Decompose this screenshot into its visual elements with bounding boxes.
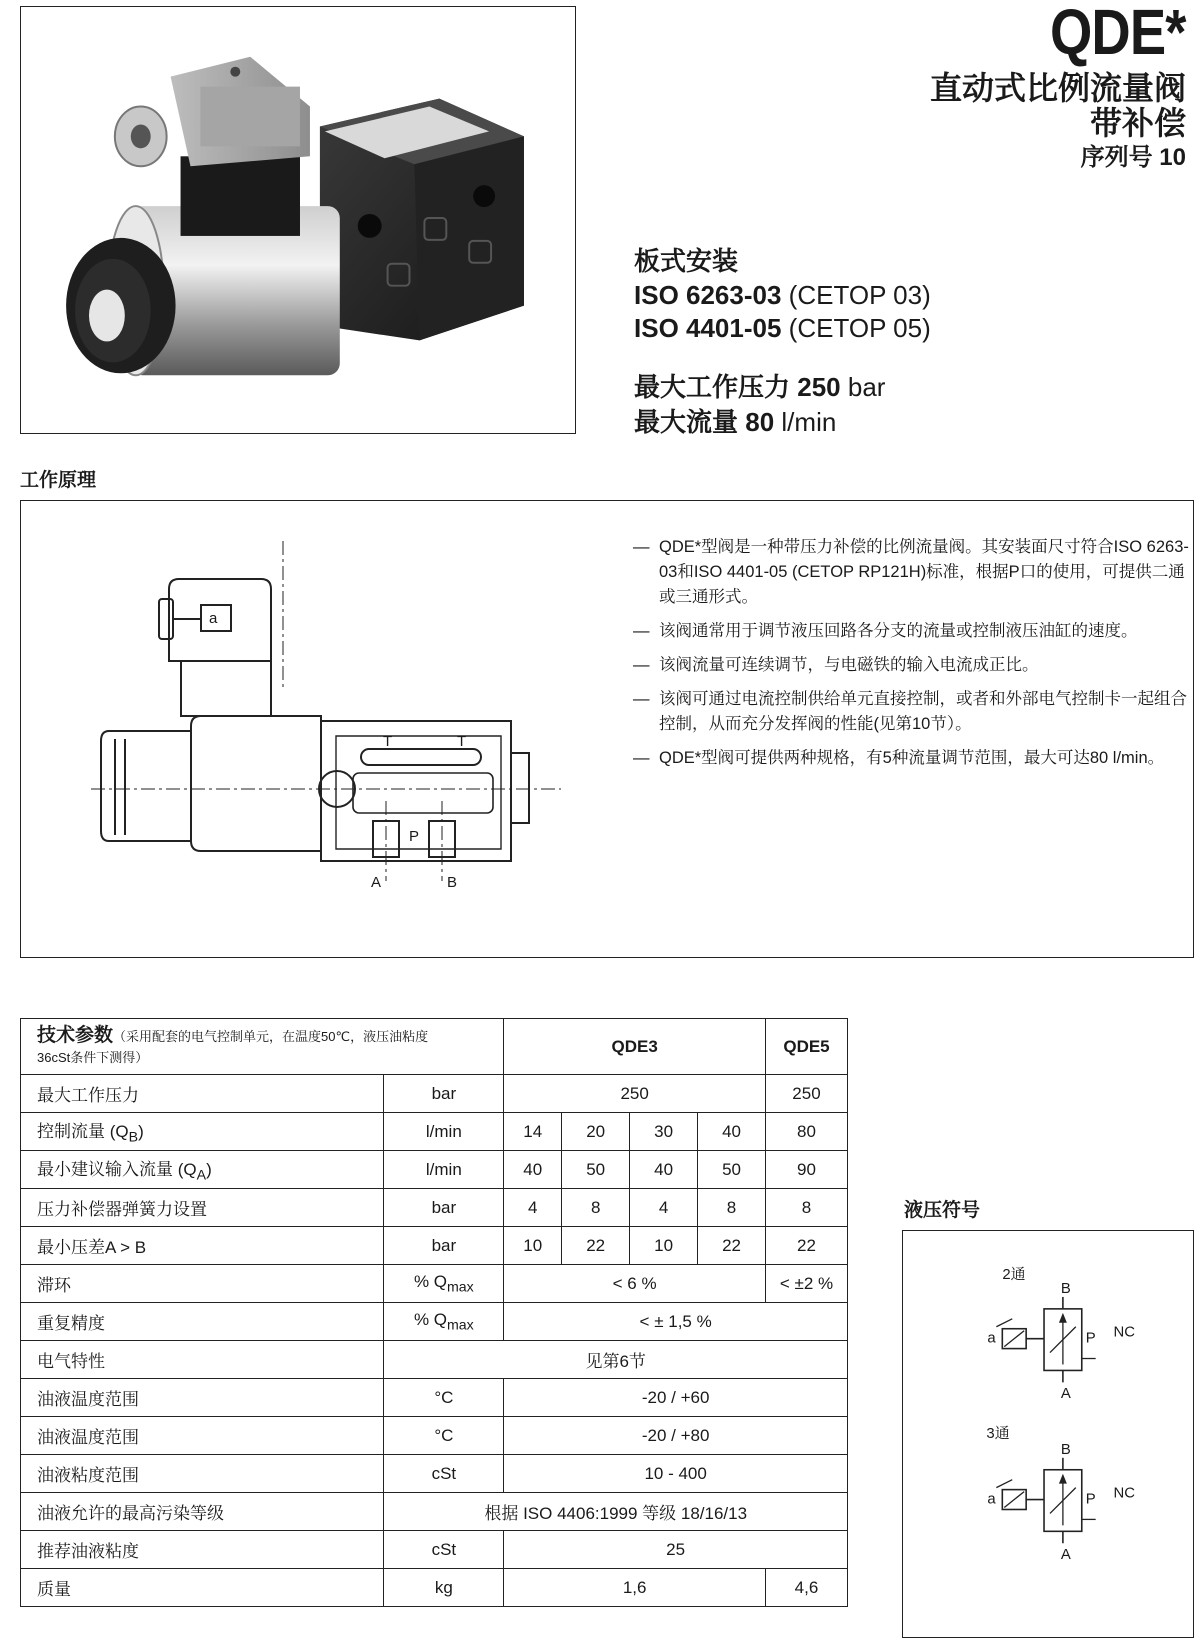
row-value: 8	[698, 1189, 766, 1227]
bullet-dash: —	[633, 538, 650, 556]
row-label-sub: A	[196, 1167, 207, 1184]
two-way-symbol	[987, 1266, 1135, 1402]
bullet-dash: —	[633, 622, 650, 640]
row-value: 50	[562, 1151, 630, 1189]
bullet-item	[633, 535, 1193, 610]
principle-title: 工作原理	[20, 470, 97, 491]
model-code: QDE*	[1050, 0, 1186, 68]
row-unit: °C	[384, 1379, 504, 1417]
mounting-text: 板式安装	[634, 246, 739, 276]
row-value: < ± 1,5 %	[504, 1303, 848, 1341]
table-row	[21, 1189, 848, 1227]
hydraulic-symbol-box	[902, 1230, 1194, 1638]
row-value: 22	[765, 1227, 847, 1265]
row-value-qde3: 250	[504, 1075, 766, 1113]
row-unit: l/min	[384, 1151, 504, 1189]
row-label: 油液粘度范围	[21, 1455, 384, 1493]
bullet-item	[633, 619, 1193, 644]
row-unit: bar	[384, 1227, 504, 1265]
row-value: -20 / +80	[504, 1417, 848, 1455]
diagram-label-p: P	[409, 828, 420, 845]
row-label: 重复精度	[21, 1303, 384, 1341]
table-row	[21, 1075, 848, 1113]
row-value-qde5: 250	[765, 1075, 847, 1113]
row-value: 8	[562, 1189, 630, 1227]
bullet-text: 该阀通常用于调节液压回路各分支的流量或控制液压油缸的速度。	[659, 622, 1138, 640]
two-way-label: 2通	[1002, 1267, 1026, 1284]
row-label-end: )	[138, 1122, 144, 1142]
row-unit: l/min	[384, 1113, 504, 1151]
diagram-label-port-a: A	[371, 874, 382, 891]
three-way-nc: NC	[1113, 1485, 1136, 1502]
row-value: 80	[765, 1113, 847, 1151]
col-header-qde5: QDE5	[765, 1019, 847, 1075]
diagram-label-t1: T	[383, 733, 393, 750]
symbol-title: 液压符号	[904, 1200, 981, 1221]
diagram-label-a: a	[209, 610, 218, 627]
valve-section-diagram	[91, 541, 611, 891]
row-label-sub: B	[128, 1129, 139, 1146]
row-label: 油液允许的最高污染等级	[21, 1493, 384, 1531]
row-label-end: )	[206, 1160, 212, 1180]
row-unit: °C	[384, 1417, 504, 1455]
row-value: 14	[504, 1113, 562, 1151]
max-flow	[634, 409, 836, 435]
row-value: 40	[504, 1151, 562, 1189]
product-subtitle-2: 带补偿	[1089, 105, 1186, 141]
series-value: 10	[1159, 144, 1186, 171]
row-value: 根据 ISO 4406:1999 等级 18/16/13	[384, 1493, 848, 1531]
two-way-port-a: A	[1060, 1386, 1071, 1403]
table-row	[21, 1569, 848, 1607]
three-way-symbol	[986, 1425, 1135, 1563]
table-row	[21, 1341, 848, 1379]
principle-box	[20, 500, 1194, 958]
table-row	[21, 1113, 848, 1151]
three-way-port-a: A	[1060, 1547, 1071, 1564]
bullet-text: QDE*型阀可提供两种规格，有5种流量调节范围，最大可达80 l/min。	[659, 749, 1165, 767]
iso-line-1	[634, 282, 931, 308]
row-value-qde5: 4,6	[765, 1569, 847, 1607]
bullet-text: 该阀流量可连续调节，与电磁铁的输入电流成正比。	[659, 656, 1039, 674]
two-way-nc: NC	[1113, 1324, 1136, 1341]
bullet-dash: —	[633, 749, 650, 767]
row-value: 20	[562, 1113, 630, 1151]
row-value: 40	[698, 1113, 766, 1151]
row-unit-text: % Q	[413, 1271, 447, 1291]
row-value: 40	[630, 1151, 698, 1189]
row-label: 推荐油液粘度	[21, 1531, 384, 1569]
principle-bullets	[633, 535, 1193, 780]
bullet-dash: —	[633, 656, 650, 674]
row-unit: cSt	[384, 1455, 504, 1493]
table-row	[21, 1265, 848, 1303]
iso-note-2: (CETOP 05)	[788, 313, 931, 343]
row-label: 油液温度范围	[21, 1379, 384, 1417]
max-flow-unit: l/min	[781, 407, 837, 437]
row-value: 22	[698, 1227, 766, 1265]
row-label-text: 最小建议输入流量 (Q	[37, 1160, 197, 1180]
row-unit-sub: max	[447, 1279, 474, 1296]
row-unit: cSt	[384, 1531, 504, 1569]
bullet-dash: —	[633, 690, 650, 708]
iso-note-1: (CETOP 03)	[788, 280, 931, 310]
max-pressure	[634, 374, 885, 400]
row-label: 压力补偿器弹簧力设置	[21, 1189, 384, 1227]
row-value: 8	[765, 1189, 847, 1227]
hydraulic-symbol-diagram	[903, 1231, 1193, 1637]
row-label: 油液温度范围	[21, 1417, 384, 1455]
table-title: 技术参数	[37, 1024, 114, 1046]
row-value: 50	[698, 1151, 766, 1189]
row-unit	[384, 1265, 504, 1303]
row-unit-text: % Q	[413, 1309, 447, 1329]
row-unit-sub: max	[447, 1317, 474, 1334]
iso-line-2	[634, 315, 931, 341]
row-value: 30	[630, 1113, 698, 1151]
table-header-row	[21, 1019, 848, 1075]
table-row	[21, 1227, 848, 1265]
row-label: 最大工作压力	[21, 1075, 384, 1113]
two-way-port-a-control: a	[987, 1330, 996, 1347]
three-way-port-p: P	[1085, 1491, 1096, 1508]
table-row	[21, 1455, 848, 1493]
diagram-label-t2: T	[457, 733, 467, 750]
max-flow-label: 最大流量	[634, 407, 739, 437]
row-value: 10	[504, 1227, 562, 1265]
mounting-label	[634, 248, 738, 274]
three-way-label: 3通	[986, 1425, 1010, 1442]
max-flow-value: 80	[745, 407, 775, 437]
table-row	[21, 1531, 848, 1569]
row-value: -20 / +60	[504, 1379, 848, 1417]
row-label	[21, 1113, 384, 1151]
max-pressure-value: 250	[797, 372, 841, 402]
product-photo	[20, 6, 576, 434]
row-value: 4	[630, 1189, 698, 1227]
row-value-qde3: < 6 %	[504, 1265, 766, 1303]
table-row	[21, 1303, 848, 1341]
table-note-2: 36cSt条件下测得）	[37, 1049, 149, 1065]
three-way-port-b: B	[1060, 1441, 1071, 1458]
row-label: 滞环	[21, 1265, 384, 1303]
diagram-label-port-b: B	[447, 874, 458, 891]
row-label: 最小压差A > B	[21, 1227, 384, 1265]
row-label: 电气特性	[21, 1341, 384, 1379]
valve-photo-illustration	[21, 7, 575, 433]
table-row	[21, 1379, 848, 1417]
series-number	[1081, 146, 1186, 170]
iso-code-1: ISO 6263-03	[634, 280, 782, 310]
bullet-item	[633, 746, 1193, 771]
row-label	[21, 1151, 384, 1189]
row-unit	[384, 1303, 504, 1341]
tech-spec-table	[20, 1018, 848, 1607]
table-row	[21, 1493, 848, 1531]
table-row	[21, 1417, 848, 1455]
table-title-cell	[21, 1019, 504, 1075]
bullet-text: 该阀可通过电流控制供给单元直接控制，或者和外部电气控制卡一起组合控制，从而充分发挥阀的性能(见第10节）。	[659, 690, 1187, 733]
row-value: 4	[504, 1189, 562, 1227]
table-note-1: （采用配套的电气控制单元，在温度50℃，液压油粘度	[113, 1028, 429, 1044]
max-pressure-label: 最大工作压力	[634, 372, 791, 402]
two-way-port-b: B	[1060, 1280, 1071, 1297]
series-label: 序列号	[1080, 144, 1153, 171]
row-value: 见第6节	[384, 1341, 848, 1379]
max-pressure-unit: bar	[847, 372, 886, 402]
row-value: 22	[562, 1227, 630, 1265]
iso-code-2: ISO 4401-05	[634, 313, 782, 343]
bullet-item	[633, 687, 1193, 737]
product-subtitle: 直动式比例流量阀	[929, 70, 1186, 106]
table-row	[21, 1151, 848, 1189]
bullet-item	[633, 653, 1193, 678]
row-label: 质量	[21, 1569, 384, 1607]
row-unit: kg	[384, 1569, 504, 1607]
row-label-text: 控制流量 (Q	[37, 1122, 129, 1142]
row-value: 25	[504, 1531, 848, 1569]
row-value: 10 - 400	[504, 1455, 848, 1493]
bullet-text: QDE*型阀是一种带压力补偿的比例流量阀。其安装面尺寸符合ISO 6263-03和ISO 4401-05 (CETOP RP121H)标准，根据P口的使用，可提供二通或三通形式。	[659, 538, 1189, 606]
two-way-port-p: P	[1085, 1330, 1096, 1347]
row-value: 90	[765, 1151, 847, 1189]
row-value-qde3: 1,6	[504, 1569, 766, 1607]
row-value-qde5: < ±2 %	[765, 1265, 847, 1303]
row-unit: bar	[384, 1189, 504, 1227]
col-header-qde3: QDE3	[504, 1019, 766, 1075]
row-unit: bar	[384, 1075, 504, 1113]
row-value: 10	[630, 1227, 698, 1265]
three-way-port-a-control: a	[987, 1491, 996, 1508]
